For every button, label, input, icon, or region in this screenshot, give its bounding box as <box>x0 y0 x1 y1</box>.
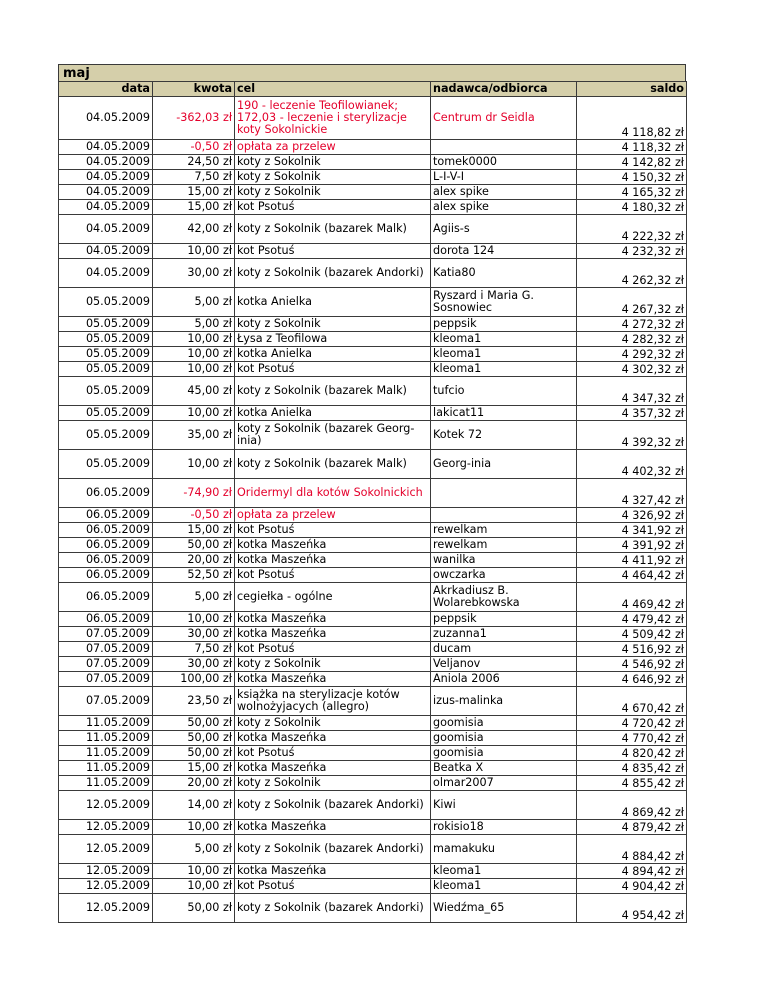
cell-data: 11.05.2009 <box>59 746 153 761</box>
cell-saldo: 4 469,42 zł <box>577 583 687 612</box>
cell-saldo: 4 292,32 zł <box>577 347 687 362</box>
table-row <box>59 377 687 406</box>
cell-data: 11.05.2009 <box>59 716 153 731</box>
cell-kwota: 10,00 zł <box>153 347 235 362</box>
cell-cel: cegiełka - ogólne <box>235 583 431 612</box>
cell-cel: książka na sterylizacje kotów wolnożyjacych (allegro) <box>235 687 431 716</box>
cell-nadawca <box>431 140 577 155</box>
cell-saldo: 4 391,92 zł <box>577 538 687 553</box>
cell-data: 12.05.2009 <box>59 894 153 923</box>
cell-data: 06.05.2009 <box>59 553 153 568</box>
cell-kwota: 10,00 zł <box>153 879 235 894</box>
cell-saldo: 4 347,32 zł <box>577 377 687 406</box>
cell-kwota: 30,00 zł <box>153 657 235 672</box>
cell-nadawca: Kiwi <box>431 791 577 820</box>
cell-saldo: 4 411,92 zł <box>577 553 687 568</box>
cell-nadawca: Centrum dr Seidla <box>431 97 577 140</box>
cell-cel: koty z Sokolnik (bazarek Andorki) <box>235 835 431 864</box>
cell-nadawca: ducam <box>431 642 577 657</box>
cell-nadawca: Wiedźma_65 <box>431 894 577 923</box>
table-row <box>59 657 687 672</box>
table-row <box>59 583 687 612</box>
cell-kwota: 15,00 zł <box>153 200 235 215</box>
cell-data: 04.05.2009 <box>59 200 153 215</box>
cell-nadawca: L-I-V-I <box>431 170 577 185</box>
cell-kwota: 15,00 zł <box>153 761 235 776</box>
cell-saldo: 4 879,42 zł <box>577 820 687 835</box>
cell-kwota: 15,00 zł <box>153 185 235 200</box>
month-title: maj <box>58 64 686 81</box>
cell-cel: koty z Sokolnik (bazarek Andorki) <box>235 894 431 923</box>
table-row <box>59 185 687 200</box>
cell-kwota: 50,00 zł <box>153 716 235 731</box>
table-row <box>59 450 687 479</box>
cell-nadawca: goomisia <box>431 746 577 761</box>
cell-nadawca: Katia80 <box>431 259 577 288</box>
cell-kwota: 24,50 zł <box>153 155 235 170</box>
table-row <box>59 347 687 362</box>
cell-kwota: 30,00 zł <box>153 259 235 288</box>
cell-data: 07.05.2009 <box>59 627 153 642</box>
cell-saldo: 4 402,32 zł <box>577 450 687 479</box>
cell-data: 04.05.2009 <box>59 170 153 185</box>
cell-cel: kot Psotuś <box>235 244 431 259</box>
cell-saldo: 4 954,42 zł <box>577 894 687 923</box>
cell-kwota: 7,50 zł <box>153 642 235 657</box>
cell-cel: kotka Maszeńka <box>235 612 431 627</box>
cell-kwota: 50,00 zł <box>153 746 235 761</box>
cell-nadawca: goomisia <box>431 731 577 746</box>
table-row <box>59 672 687 687</box>
table-row <box>59 568 687 583</box>
cell-saldo: 4 646,92 zł <box>577 672 687 687</box>
cell-cel: koty z Sokolnik (bazarek Andorki) <box>235 259 431 288</box>
cell-kwota: -0,50 zł <box>153 508 235 523</box>
cell-data: 05.05.2009 <box>59 332 153 347</box>
cell-kwota: 45,00 zł <box>153 377 235 406</box>
cell-cel: kotka Anielka <box>235 406 431 421</box>
cell-cel: koty z Sokolnik (bazarek Malk) <box>235 215 431 244</box>
table-row <box>59 288 687 317</box>
cell-kwota: -74,90 zł <box>153 479 235 508</box>
table-row <box>59 687 687 716</box>
cell-kwota: 42,00 zł <box>153 215 235 244</box>
table-row <box>59 761 687 776</box>
cell-saldo: 4 118,82 zł <box>577 97 687 140</box>
cell-kwota: 20,00 zł <box>153 776 235 791</box>
cell-kwota: 5,00 zł <box>153 583 235 612</box>
cell-data: 12.05.2009 <box>59 835 153 864</box>
cell-cel: 190 - leczenie Teofilowianek; 172,03 - leczenie i sterylizacje koty Sokolnickie <box>235 97 431 140</box>
table-row <box>59 627 687 642</box>
cell-nadawca: olmar2007 <box>431 776 577 791</box>
cell-saldo: 4 232,32 zł <box>577 244 687 259</box>
cell-saldo: 4 150,32 zł <box>577 170 687 185</box>
table-row <box>59 523 687 538</box>
cell-cel: Łysa z Teofilowa <box>235 332 431 347</box>
cell-data: 11.05.2009 <box>59 761 153 776</box>
cell-kwota: 23,50 zł <box>153 687 235 716</box>
cell-cel: kotka Maszeńka <box>235 864 431 879</box>
spreadsheet <box>58 64 686 923</box>
table-row <box>59 716 687 731</box>
cell-kwota: 10,00 zł <box>153 244 235 259</box>
cell-data: 05.05.2009 <box>59 377 153 406</box>
cell-cel: koty z Sokolnik (bazarek Andorki) <box>235 791 431 820</box>
table-row <box>59 612 687 627</box>
cell-data: 07.05.2009 <box>59 687 153 716</box>
table-row <box>59 538 687 553</box>
cell-kwota: 15,00 zł <box>153 523 235 538</box>
cell-cel: kotka Maszeńka <box>235 731 431 746</box>
cell-cel: opłata za przelew <box>235 140 431 155</box>
cell-nadawca: rokisio18 <box>431 820 577 835</box>
cell-nadawca: Georg-inia <box>431 450 577 479</box>
cell-nadawca: zuzanna1 <box>431 627 577 642</box>
cell-nadawca: goomisia <box>431 716 577 731</box>
table-row <box>59 553 687 568</box>
cell-saldo: 4 904,42 zł <box>577 879 687 894</box>
cell-cel: kotka Maszeńka <box>235 538 431 553</box>
cell-data: 06.05.2009 <box>59 612 153 627</box>
table-row <box>59 864 687 879</box>
cell-saldo: 4 670,42 zł <box>577 687 687 716</box>
cell-kwota: 14,00 zł <box>153 791 235 820</box>
cell-cel: kotka Anielka <box>235 347 431 362</box>
cell-saldo: 4 869,42 zł <box>577 791 687 820</box>
cell-kwota: 10,00 zł <box>153 450 235 479</box>
cell-saldo: 4 464,42 zł <box>577 568 687 583</box>
cell-nadawca <box>431 508 577 523</box>
cell-kwota: 20,00 zł <box>153 553 235 568</box>
table-row <box>59 508 687 523</box>
cell-nadawca: kleoma1 <box>431 347 577 362</box>
cell-cel: kotka Maszeńka <box>235 627 431 642</box>
cell-data: 07.05.2009 <box>59 672 153 687</box>
cell-saldo: 4 326,92 zł <box>577 508 687 523</box>
table-row <box>59 215 687 244</box>
cell-nadawca: alex spike <box>431 185 577 200</box>
cell-cel: kotka Maszeńka <box>235 672 431 687</box>
cell-kwota: 7,50 zł <box>153 170 235 185</box>
cell-cel: kotka Maszeńka <box>235 553 431 568</box>
cell-data: 05.05.2009 <box>59 347 153 362</box>
cell-saldo: 4 341,92 zł <box>577 523 687 538</box>
table-row <box>59 97 687 140</box>
cell-data: 06.05.2009 <box>59 583 153 612</box>
table-row <box>59 776 687 791</box>
header-nadawca: nadawca/odbiorca <box>431 82 577 97</box>
cell-cel: kot Psotuś <box>235 642 431 657</box>
cell-cel: koty z Sokolnik (bazarek Malk) <box>235 450 431 479</box>
cell-data: 07.05.2009 <box>59 642 153 657</box>
cell-cel: opłata za przelew <box>235 508 431 523</box>
cell-kwota: 10,00 zł <box>153 864 235 879</box>
cell-data: 12.05.2009 <box>59 879 153 894</box>
cell-saldo: 4 282,32 zł <box>577 332 687 347</box>
cell-cel: koty z Sokolnik <box>235 657 431 672</box>
cell-data: 06.05.2009 <box>59 538 153 553</box>
cell-data: 11.05.2009 <box>59 776 153 791</box>
cell-data: 04.05.2009 <box>59 155 153 170</box>
cell-saldo: 4 165,32 zł <box>577 185 687 200</box>
cell-nadawca: rewelkam <box>431 523 577 538</box>
header-cel: cel <box>235 82 431 97</box>
cell-nadawca: Aniola 2006 <box>431 672 577 687</box>
cell-data: 11.05.2009 <box>59 731 153 746</box>
cell-nadawca: tufcio <box>431 377 577 406</box>
table-row <box>59 200 687 215</box>
header-data: data <box>59 82 153 97</box>
table-row <box>59 170 687 185</box>
cell-data: 05.05.2009 <box>59 421 153 450</box>
cell-nadawca: Akrkadiusz B. Wolarebkowska <box>431 583 577 612</box>
cell-saldo: 4 392,32 zł <box>577 421 687 450</box>
cell-cel: kot Psotuś <box>235 362 431 377</box>
cell-data: 04.05.2009 <box>59 215 153 244</box>
cell-kwota: 5,00 zł <box>153 317 235 332</box>
cell-saldo: 4 327,42 zł <box>577 479 687 508</box>
cell-saldo: 4 894,42 zł <box>577 864 687 879</box>
cell-saldo: 4 302,32 zł <box>577 362 687 377</box>
cell-cel: Oridermyl dla kotów Sokolnickich <box>235 479 431 508</box>
cell-kwota: 5,00 zł <box>153 835 235 864</box>
table-row <box>59 406 687 421</box>
cell-data: 06.05.2009 <box>59 523 153 538</box>
cell-data: 05.05.2009 <box>59 317 153 332</box>
table-row <box>59 791 687 820</box>
cell-kwota: 10,00 zł <box>153 612 235 627</box>
table-row <box>59 421 687 450</box>
cell-nadawca: peppsik <box>431 317 577 332</box>
cell-kwota: 35,00 zł <box>153 421 235 450</box>
cell-nadawca: mamakuku <box>431 835 577 864</box>
cell-kwota: 10,00 zł <box>153 332 235 347</box>
cell-nadawca: Kotek 72 <box>431 421 577 450</box>
cell-saldo: 4 720,42 zł <box>577 716 687 731</box>
table-row <box>59 244 687 259</box>
transactions-table <box>58 81 687 923</box>
cell-nadawca: izus-malinka <box>431 687 577 716</box>
cell-kwota: 10,00 zł <box>153 406 235 421</box>
cell-saldo: 4 855,42 zł <box>577 776 687 791</box>
cell-kwota: -362,03 zł <box>153 97 235 140</box>
cell-saldo: 4 516,92 zł <box>577 642 687 657</box>
cell-saldo: 4 118,32 zł <box>577 140 687 155</box>
cell-saldo: 4 884,42 zł <box>577 835 687 864</box>
cell-data: 06.05.2009 <box>59 479 153 508</box>
header-kwota: kwota <box>153 82 235 97</box>
cell-cel: kot Psotuś <box>235 568 431 583</box>
table-row <box>59 155 687 170</box>
cell-cel: koty z Sokolnik <box>235 317 431 332</box>
cell-kwota: 10,00 zł <box>153 362 235 377</box>
cell-data: 04.05.2009 <box>59 259 153 288</box>
cell-cel: koty z Sokolnik <box>235 185 431 200</box>
cell-cel: koty z Sokolnik (bazarek Malk) <box>235 377 431 406</box>
cell-cel: koty z Sokolnik <box>235 716 431 731</box>
cell-nadawca: alex spike <box>431 200 577 215</box>
cell-saldo: 4 222,32 zł <box>577 215 687 244</box>
cell-saldo: 4 770,42 zł <box>577 731 687 746</box>
cell-cel: kot Psotuś <box>235 200 431 215</box>
table-row <box>59 731 687 746</box>
cell-saldo: 4 357,32 zł <box>577 406 687 421</box>
table-row <box>59 479 687 508</box>
table-row <box>59 362 687 377</box>
cell-nadawca: tomek0000 <box>431 155 577 170</box>
cell-kwota: 5,00 zł <box>153 288 235 317</box>
cell-saldo: 4 509,42 zł <box>577 627 687 642</box>
cell-data: 05.05.2009 <box>59 450 153 479</box>
cell-data: 12.05.2009 <box>59 791 153 820</box>
cell-nadawca: owczarka <box>431 568 577 583</box>
table-row <box>59 259 687 288</box>
cell-data: 06.05.2009 <box>59 508 153 523</box>
cell-cel: kot Psotuś <box>235 879 431 894</box>
cell-data: 07.05.2009 <box>59 657 153 672</box>
cell-saldo: 4 546,92 zł <box>577 657 687 672</box>
cell-cel: koty z Sokolnik (bazarek Georg-inia) <box>235 421 431 450</box>
cell-kwota: 10,00 zł <box>153 820 235 835</box>
cell-saldo: 4 820,42 zł <box>577 746 687 761</box>
cell-saldo: 4 142,82 zł <box>577 155 687 170</box>
cell-kwota: 52,50 zł <box>153 568 235 583</box>
cell-cel: koty z Sokolnik <box>235 170 431 185</box>
cell-nadawca: wanilka <box>431 553 577 568</box>
header-saldo: saldo <box>577 82 687 97</box>
table-row <box>59 835 687 864</box>
cell-data: 12.05.2009 <box>59 820 153 835</box>
cell-nadawca: Beatka X <box>431 761 577 776</box>
cell-data: 05.05.2009 <box>59 362 153 377</box>
cell-data: 06.05.2009 <box>59 568 153 583</box>
cell-kwota: 30,00 zł <box>153 627 235 642</box>
cell-cel: kot Psotuś <box>235 746 431 761</box>
table-row <box>59 820 687 835</box>
cell-cel: kot Psotuś <box>235 523 431 538</box>
table-row <box>59 894 687 923</box>
cell-cel: kotka Maszeńka <box>235 761 431 776</box>
cell-saldo: 4 267,32 zł <box>577 288 687 317</box>
cell-saldo: 4 180,32 zł <box>577 200 687 215</box>
cell-data: 05.05.2009 <box>59 406 153 421</box>
cell-kwota: 50,00 zł <box>153 731 235 746</box>
cell-nadawca: rewelkam <box>431 538 577 553</box>
table-row <box>59 879 687 894</box>
cell-saldo: 4 479,42 zł <box>577 612 687 627</box>
cell-kwota: -0,50 zł <box>153 140 235 155</box>
cell-data: 04.05.2009 <box>59 97 153 140</box>
cell-nadawca: kleoma1 <box>431 362 577 377</box>
cell-cel: koty z Sokolnik <box>235 776 431 791</box>
cell-nadawca: dorota 124 <box>431 244 577 259</box>
table-row <box>59 317 687 332</box>
cell-data: 05.05.2009 <box>59 288 153 317</box>
cell-nadawca: Veljanov <box>431 657 577 672</box>
cell-data: 04.05.2009 <box>59 244 153 259</box>
cell-cel: kotka Anielka <box>235 288 431 317</box>
cell-kwota: 100,00 zł <box>153 672 235 687</box>
cell-data: 04.05.2009 <box>59 140 153 155</box>
cell-nadawca: kleoma1 <box>431 879 577 894</box>
cell-nadawca: kleoma1 <box>431 864 577 879</box>
table-row <box>59 642 687 657</box>
table-row <box>59 746 687 761</box>
cell-cel: koty z Sokolnik <box>235 155 431 170</box>
table-row <box>59 332 687 347</box>
cell-saldo: 4 262,32 zł <box>577 259 687 288</box>
cell-saldo: 4 272,32 zł <box>577 317 687 332</box>
cell-kwota: 50,00 zł <box>153 538 235 553</box>
cell-data: 12.05.2009 <box>59 864 153 879</box>
cell-cel: kotka Maszeńka <box>235 820 431 835</box>
cell-nadawca: peppsik <box>431 612 577 627</box>
cell-nadawca: Ryszard i Maria G. Sosnowiec <box>431 288 577 317</box>
cell-nadawca: Agiis-s <box>431 215 577 244</box>
cell-data: 04.05.2009 <box>59 185 153 200</box>
cell-nadawca: lakicat11 <box>431 406 577 421</box>
cell-saldo: 4 835,42 zł <box>577 761 687 776</box>
cell-kwota: 50,00 zł <box>153 894 235 923</box>
table-body <box>59 97 687 923</box>
cell-nadawca: kleoma1 <box>431 332 577 347</box>
header-row <box>59 82 687 97</box>
table-row <box>59 140 687 155</box>
cell-nadawca <box>431 479 577 508</box>
